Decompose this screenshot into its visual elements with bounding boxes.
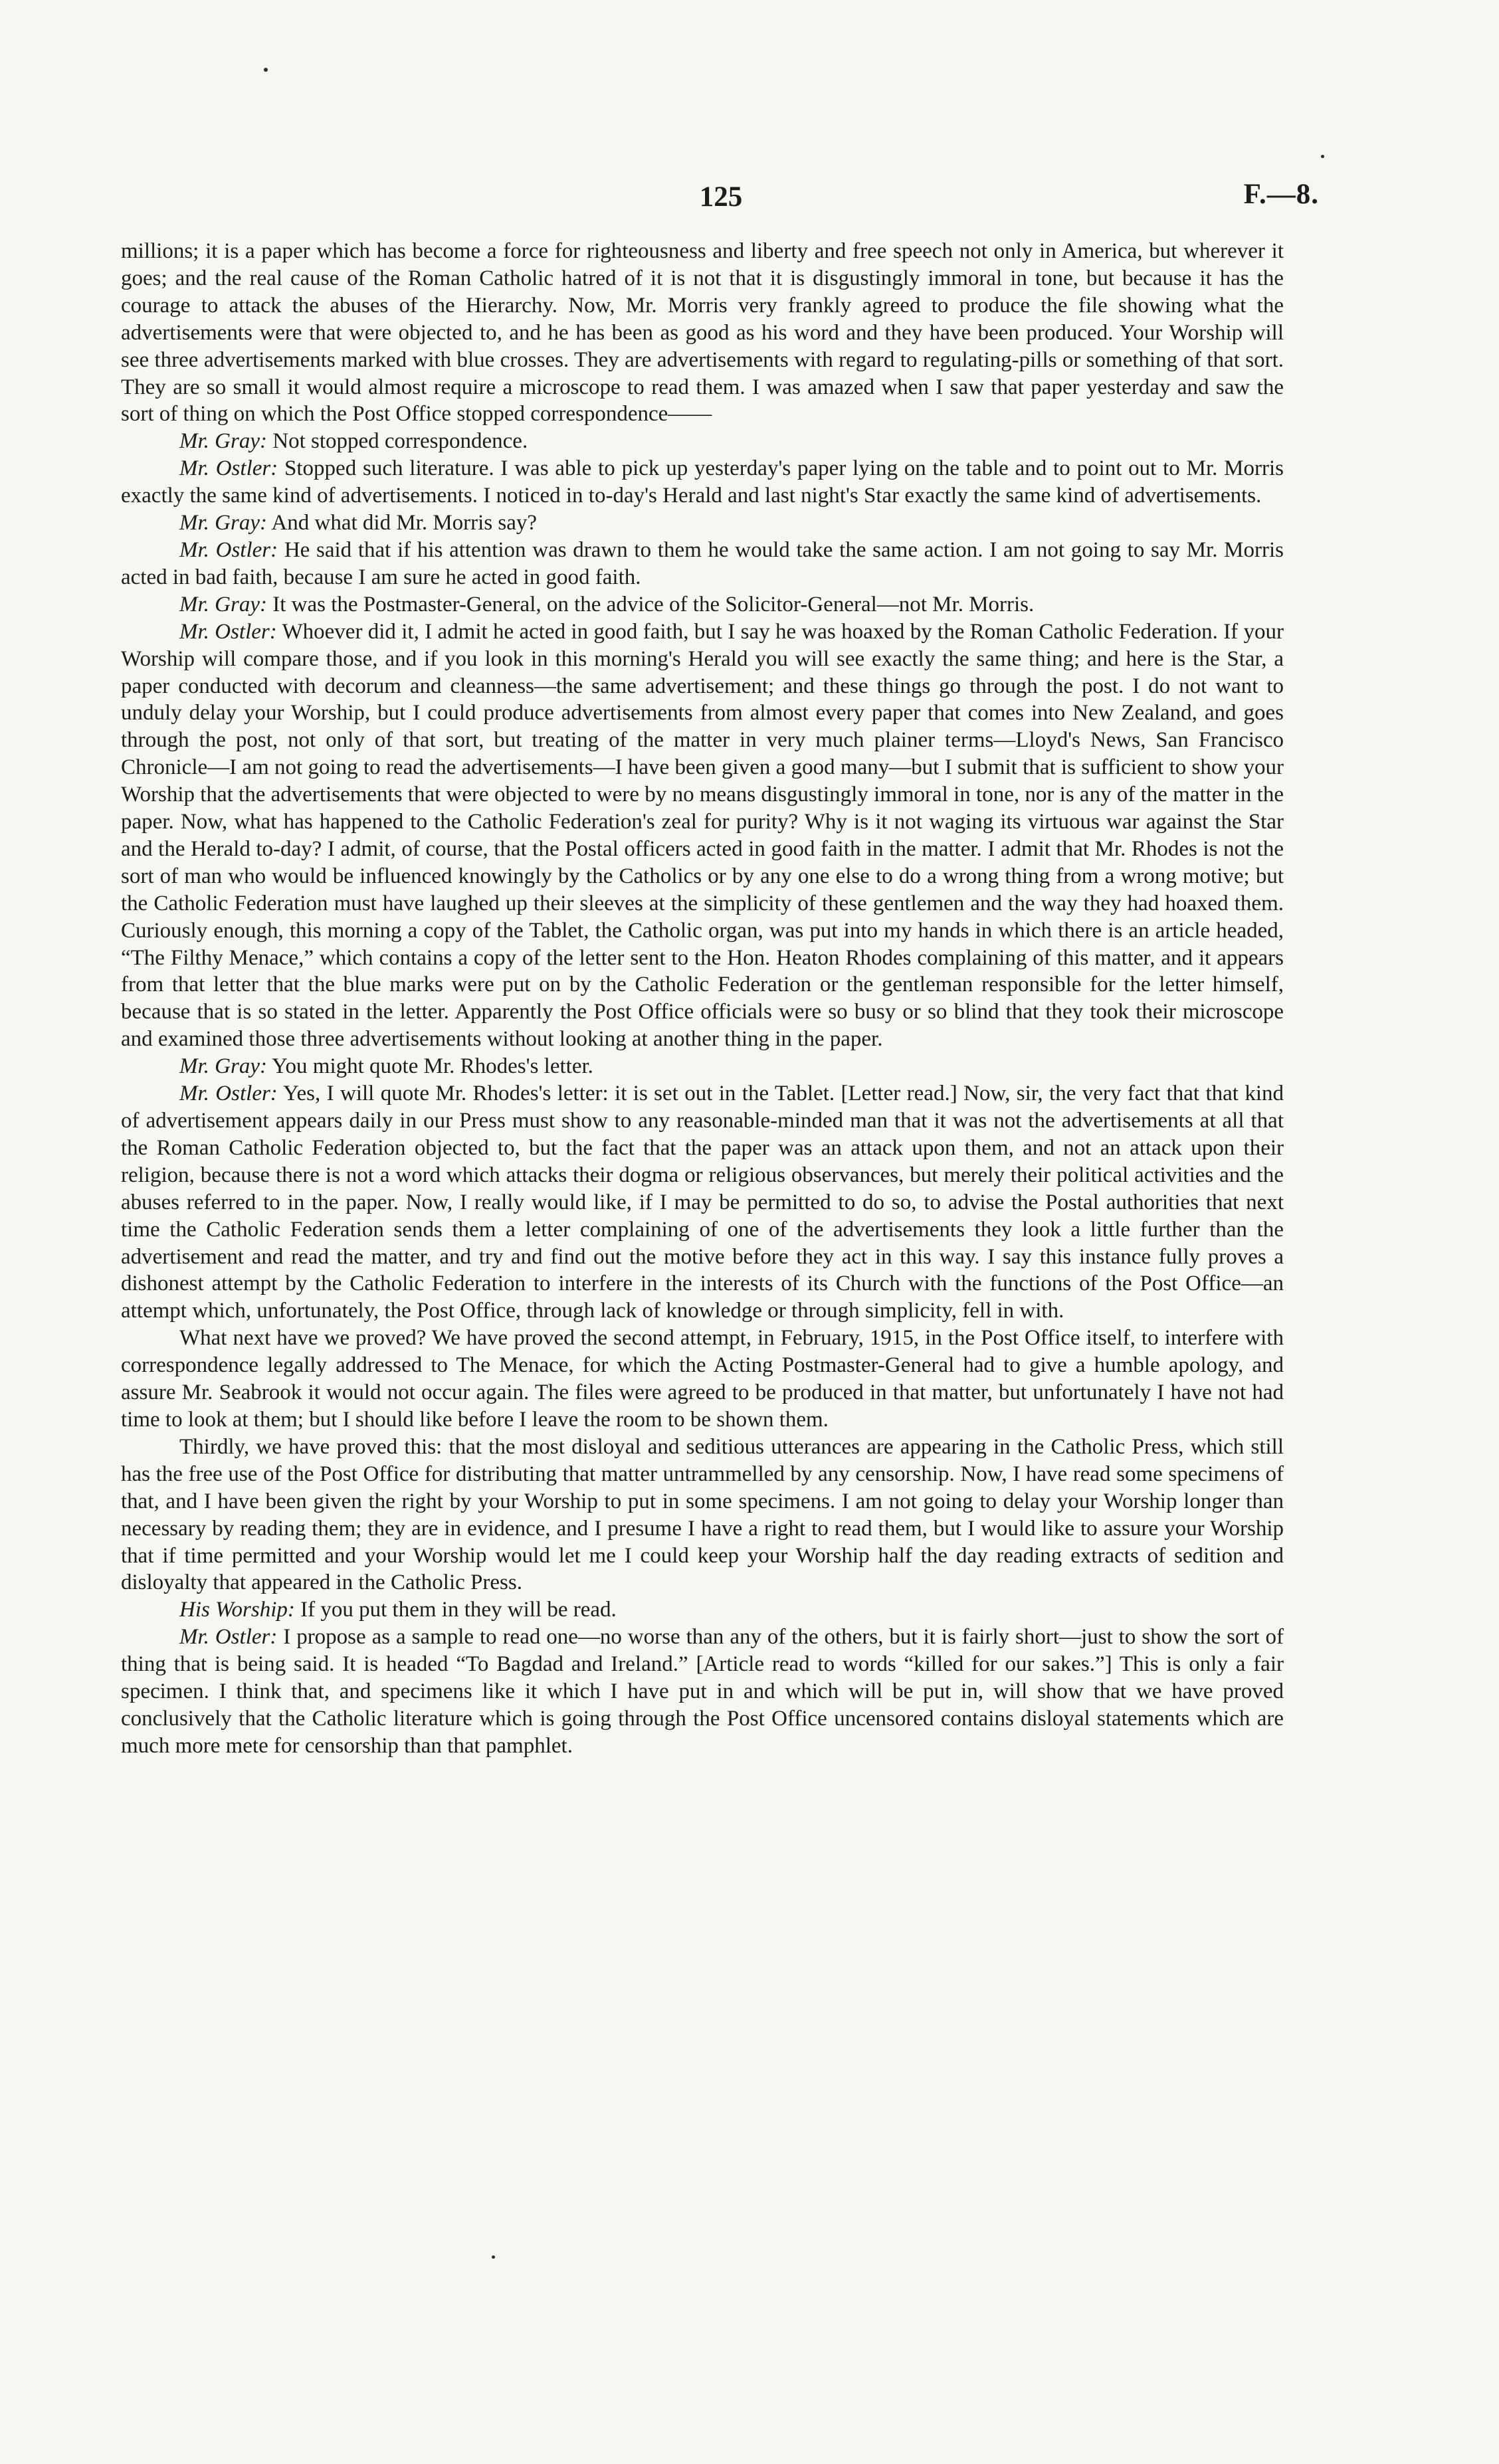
paragraph	[121, 618, 1284, 1054]
speaker-label: Mr. Gray:	[179, 511, 267, 535]
paragraph	[121, 1624, 1284, 1760]
paragraph	[121, 591, 1284, 618]
paragraph-text: Yes, I will quote Mr. Rhodes's letter: it is set out in the Tablet. [Letter read.] Now, sir, the very fact that that kind of advertisement appears daily in our Press must show to any reasonable-minded man that it was not the advertisements at all that the Roman Catholic Federation objected to, but the fact that the paper was an attack upon them, and not an attack upon their religion, because there is not a word which attacks their dogma or religious observances, but merely their political activities and the abuses referred to in the paper. Now, I really would like, if I may be permitted to do so, to advise the Postal authorities that next time the Catholic Federation sends them a letter complaining of one of the advertisements they look a little further than the advertisement and read the matter, and try and find out the motive before they act in this way. I say this instance fully proves a dishonest attempt by the Catholic Federation to interfere in the interests of its Church with the functions of the Post Office—an attempt which, unfortunately, the Post Office, through lack of knowledge or through simplicity, fell in with.	[121, 1082, 1284, 1323]
paragraph-text: Not stopped correspondence.	[272, 429, 528, 454]
ink-speck	[492, 2255, 495, 2259]
speaker-label: Mr. Ostler:	[179, 1082, 278, 1106]
paragraph	[121, 1053, 1284, 1080]
speaker-label: Mr. Ostler:	[179, 456, 278, 481]
paragraph-text: If you put them in they will be read.	[300, 1598, 617, 1622]
paragraph	[121, 428, 1284, 455]
paragraph	[121, 1325, 1284, 1434]
page-number: 125	[699, 181, 743, 213]
speaker-label: His Worship:	[179, 1598, 295, 1622]
speaker-label: Mr. Ostler:	[179, 1625, 278, 1650]
ink-speck	[264, 68, 268, 72]
paragraph-text: He said that if his attention was drawn to them he would take the same action. I am not going to say Mr. Morris acted in bad faith, because I am sure he acted in good faith.	[121, 537, 1284, 589]
paragraph-text: You might quote Mr. Rhodes's letter.	[272, 1054, 593, 1079]
document-body	[121, 238, 1284, 1760]
paragraph-text: I propose as a sample to read one—no worse than any of the others, but it is fairly short—just to show the sort of thing that is being said. It is headed “To Bagdad and Ireland.” [Article read to words “killed for our sakes.”] This is only a fair specimen. I think that, and specimens like it which I have put in and which will be put in, will show that we have proved conclusively that the Catholic literature which is going through the Post Office uncensored contains disloyal statements which are much more mete for censorship than that pamphlet.	[121, 1625, 1284, 1758]
paragraph	[121, 1080, 1284, 1325]
paragraph-text: millions; it is a paper which has become a force for righteousness and liberty and free speech not only in America, but wherever it goes; and the real cause of the Roman Catholic hatred of it is not that it is disgustingly immoral in tone, but because it has the courage to attack the abuses of the Hierarchy. Now, Mr. Morris very frankly agreed to produce the file showing what the advertisements were that were objected to, and he has been as good as his word and they have been produced. Your Worship will see three advertisements marked with blue crosses. They are advertisements with regard to regulating-pills or something of that sort. They are so small it would almost require a microscope to read them. I was amazed when I saw that paper yesterday and saw the sort of thing on which the Post Office stopped correspondence——	[121, 239, 1284, 426]
paragraph	[121, 455, 1284, 510]
speaker-label: Mr. Ostler:	[179, 537, 278, 562]
paragraph-text: What next have we proved? We have proved the second attempt, in February, 1915, in the Post Office itself, to interfere with correspondence legally addressed to The Menace, for which the Acting Postmaster-General had to give a humble apology, and assure Mr. Seabrook it would not occur again. The files were agreed to be produced in that matter, but unfortunately I have not had time to look at them; but I should like before I leave the room to be shown them.	[121, 1326, 1284, 1432]
ink-speck	[1321, 155, 1324, 158]
paragraph-text: Thirdly, we have proved this: that the most disloyal and seditious utterances are appearing in the Catholic Press, which still has the free use of the Post Office for distributing that matter untrammelled by any censorship. Now, I have read some specimens of that, and I have been given the right by your Worship to put in some specimens. I am not going to delay your Worship longer than necessary by reading them; they are in evidence, and I presume I have a right to read them, but I would like to assure your Worship that if time permitted and your Worship would let me I could keep your Worship half the day reading extracts of sedition and disloyalty that appeared in the Catholic Press.	[121, 1434, 1284, 1595]
paragraph	[121, 510, 1284, 537]
paragraph	[121, 1596, 1284, 1624]
speaker-label: Mr. Gray:	[179, 1054, 267, 1079]
speaker-label: Mr. Gray:	[179, 429, 267, 454]
speaker-label: Mr. Ostler:	[179, 619, 277, 644]
paragraph-text: And what did Mr. Morris say?	[271, 511, 538, 535]
paragraph	[121, 1434, 1284, 1596]
paragraph-text: It was the Postmaster-General, on the advice of the Solicitor-General—not Mr. Morris.	[272, 592, 1035, 616]
document-reference: F.—8.	[1243, 179, 1319, 210]
speaker-label: Mr. Gray:	[179, 592, 267, 616]
paragraph	[121, 537, 1284, 591]
paragraph-text: Stopped such literature. I was able to pick up yesterday's paper lying on the table and to point out to Mr. Morris exactly the same kind of advertisements. I noticed in to-day's Herald and last night's Star exactly the same kind of advertisements.	[121, 456, 1284, 508]
paragraph	[121, 238, 1284, 428]
paragraph-text: Whoever did it, I admit he acted in good faith, but I say he was hoaxed by the Roman Catholic Federation. If your Worship will compare those, and if you look in this morning's Herald you will see exactly the same thing; and here is the Star, a paper conducted with decorum and cleanness—the same advertisement; and these things go through the post. I do not want to unduly delay your Worship, but I could produce advertisements from almost every paper that comes into New Zealand, and goes through the post, not only of that sort, but treating of the matter in very much plainer terms—Lloyd's News, San Francisco Chronicle—I am not going to read the advertisements—I have been given a good many—but I submit that is sufficient to show your Worship that the advertisements that were objected to were by no means disgustingly immoral in tone, nor is any of the matter in the paper. Now, what has happened to the Catholic Federation's zeal for purity? Why is it not waging its virtuous war against the Star and the Herald to-day? I admit, of course, that the Postal officers acted in good faith in the matter. I admit that Mr. Rhodes is not the sort of man who would be influenced knowingly by the Catholics or by any one else to do a wrong thing from a wrong motive; but the Catholic Federation must have laughed up their sleeves at the simplicity of these gentlemen and the way they had hoaxed them. Curiously enough, this morning a copy of the Tablet, the Catholic organ, was put into my hands in which there is an article headed, “The Filthy Menace,” which contains a copy of the letter sent to the Hon. Heaton Rhodes complaining of this matter, and it appears from that letter that the blue marks were put on by the Catholic Federation or the gentleman responsible for the letter himself, because that is so stated in the letter. Apparently the Post Office officials were so busy or so blind that they took their microscope and examined those three advertisements without looking at another thing in the paper.	[121, 619, 1284, 1052]
